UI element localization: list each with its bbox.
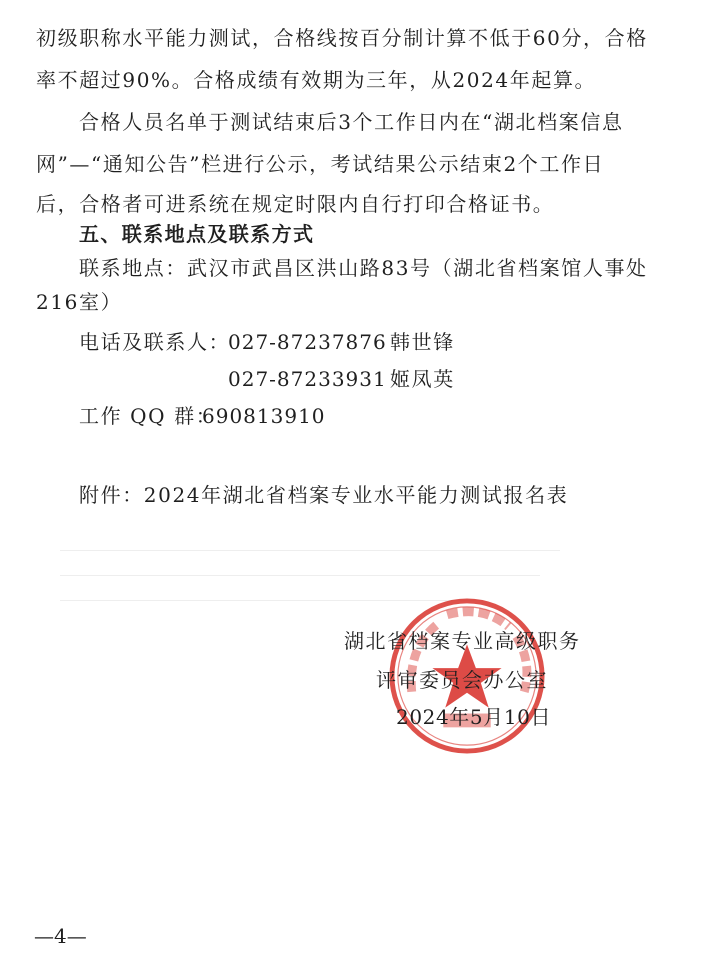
contact-name: 姬凤英 — [390, 367, 455, 391]
page-number: —4— — [34, 924, 87, 948]
signature-org-line1: 湖北省档案专业高级职务 — [344, 629, 581, 653]
contact-phone: 027-87237876 — [228, 330, 387, 354]
qq-label: 工作 QQ 群： — [79, 404, 218, 428]
attachment-line: 附件：2024年湖北省档案专业水平能力测试报名表 — [79, 483, 569, 507]
contact-phone: 027-87233931 — [228, 367, 387, 391]
address-line: 联系地点：武汉市武昌区洪山路83号（湖北省档案馆人事处 — [79, 256, 648, 280]
body-line: 初级职称水平能力测试，合格线按百分制计算不低于60分，合格 — [36, 26, 648, 50]
signature-date: 2024年5月10日 — [396, 705, 552, 729]
section-heading: 五、联系地点及联系方式 — [79, 222, 315, 246]
body-line: 网”—“通知公告”栏进行公示，考试结果公示结束2个工作日 — [36, 152, 605, 176]
qq-number: 690813910 — [202, 404, 326, 428]
phone-label: 电话及联系人： — [79, 330, 231, 354]
body-line: 率不超过90%。合格成绩有效期为三年，从2024年起算。 — [36, 68, 597, 92]
body-line: 后，合格者可进系统在规定时限内自行打印合格证书。 — [36, 192, 555, 216]
signature-org-line2: 评审委员会办公室 — [376, 668, 548, 692]
body-line: 合格人员名单于测试结束后3个工作日内在“湖北档案信息 — [79, 110, 624, 134]
address-line: 216室） — [36, 290, 123, 314]
contact-name: 韩世锋 — [390, 330, 455, 354]
bleed-through-mark — [60, 575, 540, 576]
bleed-through-mark — [60, 550, 560, 551]
